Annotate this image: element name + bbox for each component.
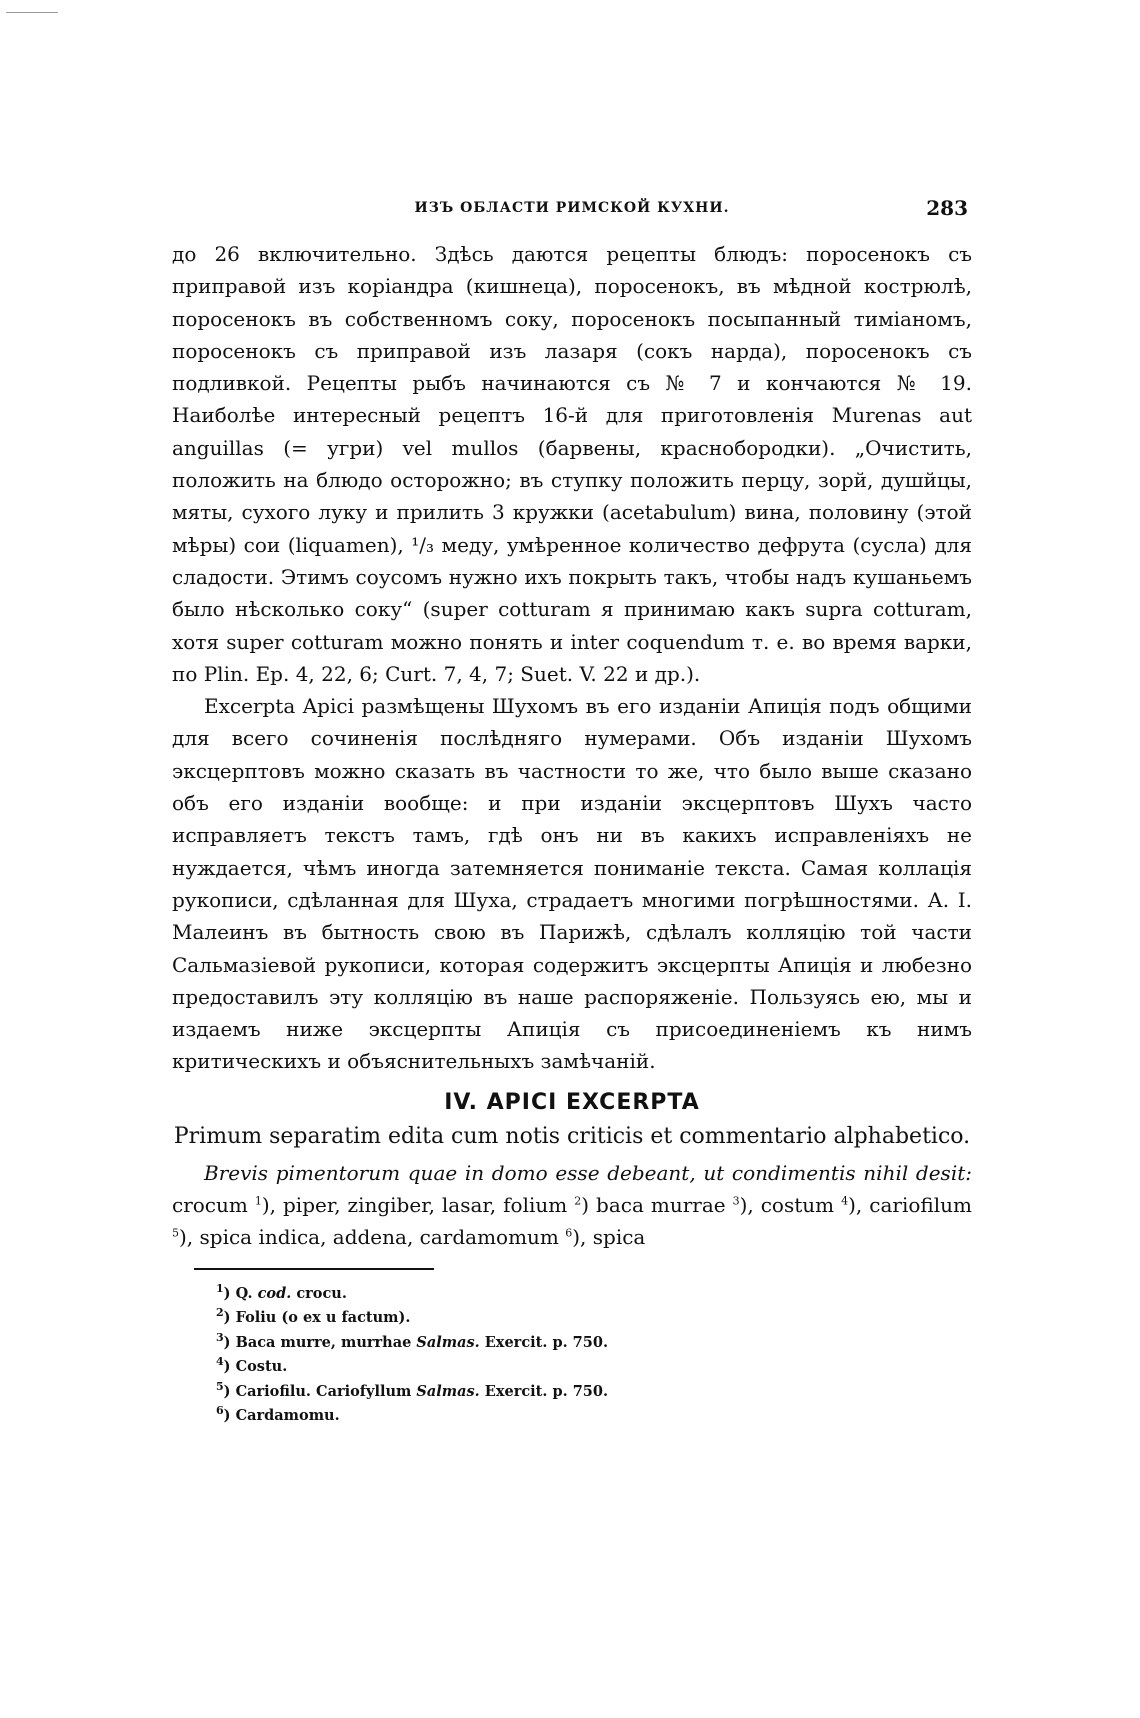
footnote-text: Foliu (o ex u factum).	[235, 1309, 411, 1327]
book-page	[172, 196, 972, 1429]
footnote-text: Q.	[235, 1284, 258, 1302]
excerpt-intro: Brevis pimentorum quae in domo esse debeant, ut condimentis nihil desit:	[204, 1160, 972, 1185]
running-title: ИЗЪ ОБЛАСТИ РИМСКОЙ КУХНИ.	[414, 200, 730, 216]
footnote-item: $^5$) Cariofilu. Cariofyllum Salmas. Exercit. p. 750.	[216, 1379, 609, 1400]
footnote-ref: 6	[565, 1226, 573, 1240]
footnote-marker: 2	[216, 1306, 224, 1320]
excerpt-text: crocum	[172, 1193, 255, 1218]
footnote-italic: cod.	[257, 1284, 292, 1302]
footnote-ref: 5	[172, 1226, 179, 1240]
footnote-marker: 4	[216, 1355, 224, 1369]
excerpt-text: ), cariofilum	[848, 1193, 972, 1218]
footnote-item: $^1$) Q. cod. crocu.	[216, 1281, 347, 1302]
footnote-ref: 2	[574, 1194, 582, 1208]
excerpt-text: ), spica	[572, 1225, 646, 1250]
section-subtitle: Primum separatim edita cum notis criticis et commentario alphabetico.	[173, 1123, 971, 1149]
section-heading: IV. APICI EXCERPTA	[444, 1089, 700, 1115]
footnote-marker: 1	[216, 1281, 224, 1295]
excerpt-text: ) baca murrae	[581, 1193, 733, 1218]
footnote-text: Costu.	[235, 1358, 288, 1376]
excerpt-text: ), spica indica, addena, cardamomum	[179, 1225, 566, 1250]
excerpt-text: ), piper, zingiber, lasar, folium	[261, 1193, 575, 1218]
footnote-text: Cardamomu.	[235, 1407, 340, 1425]
footnote-italic: Salmas.	[416, 1382, 480, 1400]
scan-edge-mark	[6, 12, 58, 13]
footnotes	[216, 1282, 972, 1429]
footnote-text: Exercit. p. 750.	[479, 1382, 609, 1400]
footnote-italic: Salmas.	[416, 1333, 480, 1351]
excerpt-text: ), costum	[739, 1193, 842, 1218]
footnote-marker: 6	[216, 1404, 224, 1418]
footnote-item: $^6$) Cardamomu.	[216, 1404, 340, 1425]
footnote-text: Exercit. p. 750.	[479, 1333, 608, 1351]
footnote-text: Baca murre, murrhae	[235, 1333, 417, 1351]
excerpt-paragraph	[172, 1157, 972, 1254]
footnote-ref: 3	[732, 1194, 740, 1208]
footnote-marker: 5	[216, 1379, 224, 1393]
footnote-marker: 3	[216, 1330, 224, 1344]
footnote-item: $^2$) Foliu (o ex u factum).	[216, 1306, 411, 1327]
page-number: 283	[926, 196, 968, 220]
footnote-item: $^4$) Costu.	[216, 1355, 288, 1376]
footnote-item: $^3$) Baca murre, murrhae Salmas. Exercit. p. 750.	[216, 1330, 608, 1351]
footnote-text: Cariofilu. Cariofyllum	[235, 1382, 417, 1400]
footnote-ref: 1	[254, 1194, 262, 1208]
footnote-ref: 4	[841, 1194, 849, 1208]
footnote-divider	[194, 1268, 434, 1270]
running-head	[172, 196, 972, 230]
footnote-text: crocu.	[291, 1284, 347, 1302]
paragraph-excerpta-edition: Excerpta Apici размѣщены Шухомъ въ его изданіи Апиція подъ общими для всего сочиненія послѣдняго нумерами. Объ изданіи Шухомъ эксцерптовъ можно сказать въ частности то же, что было выше сказано объ его изданіи вообще: и при изданіи эксцерптовъ Шухъ часто исправляетъ текстъ тамъ, гдѣ онъ ни въ какихъ исправленіяхъ не нуждается, чѣмъ иногда затемняется пониманіе текста. Самая коллація рукописи, сдѣланная для Шуха, страдаетъ многими погрѣшностями. А. I. Малеинъ въ бытность свою въ Парижѣ, сдѣлалъ колляцію той части Сальмазіевой рукописи, которая содержитъ эксцерпты Апиція и любезно предоставилъ эту колляцію въ наше распоряженіе. Пользуясь ею, мы и издаемъ ниже эксцерпты Апиція съ присоединеніемъ къ нимъ критическихъ и объяснительныхъ замѣчаній.	[172, 694, 972, 1074]
paragraph-recipes: до 26 включительно. Здѣсь даются рецепты блюдъ: поросенокъ съ приправой изъ коріандра (кишнеца), поросенокъ, въ мѣдной кострюлѣ, поросенокъ въ собственномъ соку, поросенокъ посыпанный тиміаномъ, поросенокъ съ приправой изъ лазаря (сокъ нарда), поросенокъ съ подливкой. Рецепты рыбъ начинаются съ № 7 и кончаются № 19. Наиболѣе интересный рецептъ 16-й для приготовленія Murenas aut anguillas (= угри) vel mullos (барвены, краснобородки). „Очистить, положить на блюдо осторожно; въ ступку положить перцу, зорй, душйцы, мяты, сухого луку и прилить 3 кружки (acetabulum) вина, половину (этой мѣры) сои (liquamen), ¹/₃ меду, умѣренное количество дефрута (сусла) для сладости. Этимъ соусомъ нужно ихъ покрыть такъ, чтобы надъ кушаньемъ было нѣсколько соку“ (super cotturam я принимаю какъ supra cotturam, хотя super cotturam можно понять и inter coquendum т. е. во время варки, по Plin. Ep. 4, 22, 6; Curt. 7, 4, 7; Suet. V. 22 и др.).	[172, 242, 972, 686]
